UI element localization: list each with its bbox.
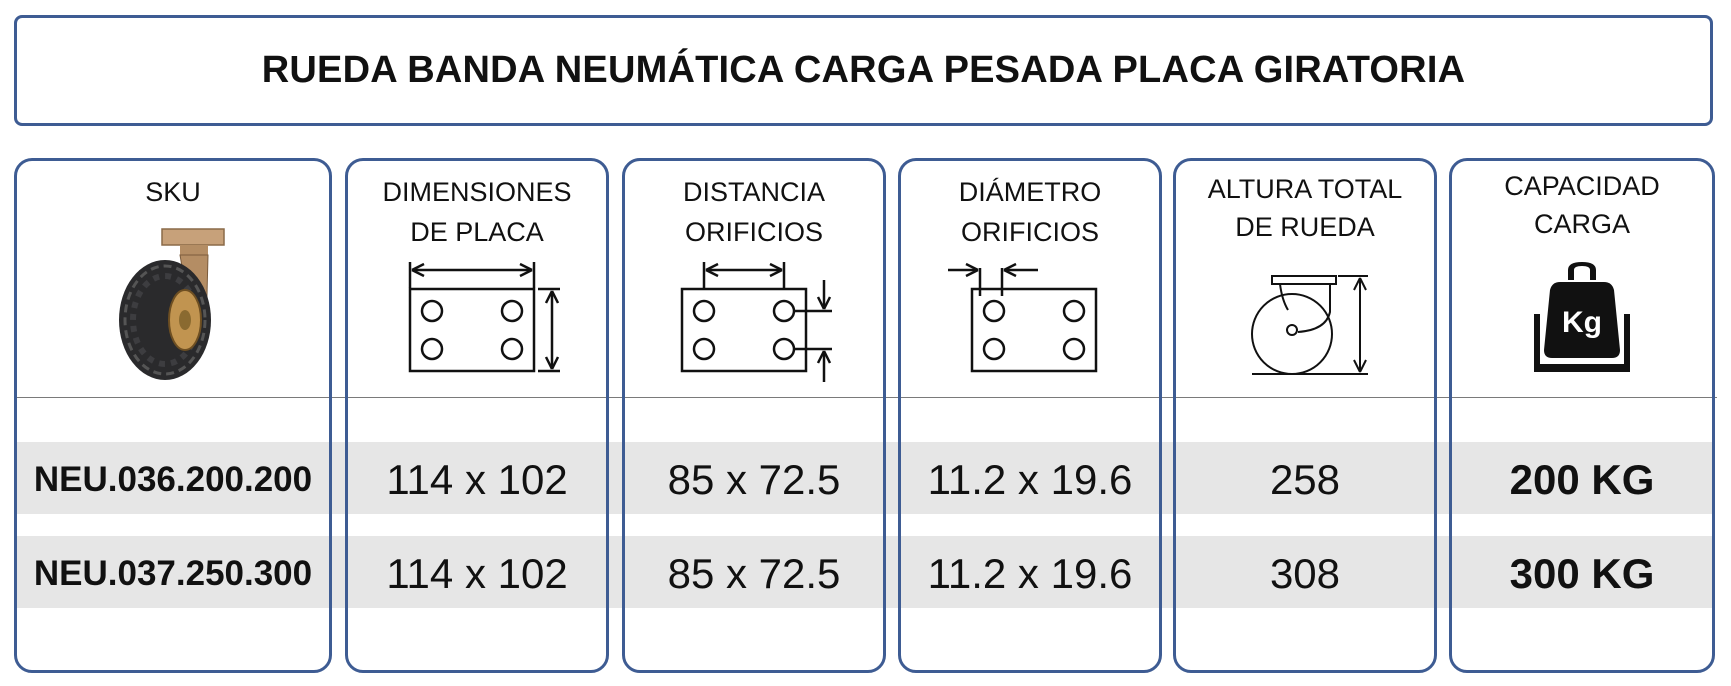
plate-dimensions-icon	[398, 258, 573, 378]
row-2-sku: NEU.037.250.300	[33, 554, 313, 593]
header-altura	[1173, 170, 1437, 246]
row-1-sku: NEU.036.200.200	[33, 460, 313, 499]
row-2-altura: 308	[1269, 550, 1341, 597]
header-placa-line2: DE PLACA	[410, 217, 544, 247]
header-dist-line1: DISTANCIA	[682, 177, 825, 207]
row-1-diametro: 11.2 x 19.6	[927, 456, 1133, 503]
header-diametro	[898, 172, 1162, 252]
header-sku	[14, 172, 332, 212]
header-dist-line2: ORIFICIOS	[684, 217, 823, 247]
row-2-capacidad: 300 KG	[1509, 550, 1655, 597]
row-2-placa: 114 x 102	[386, 550, 568, 597]
header-alt-line2: DE RUEDA	[1235, 212, 1375, 242]
header-cap-line2: CARGA	[1533, 209, 1631, 239]
row-2-distancia: 85 x 72.5	[667, 550, 841, 597]
row-1-altura: 258	[1269, 456, 1341, 503]
header-alt-line1: ALTURA TOTAL	[1207, 174, 1403, 204]
row-1-distancia: 85 x 72.5	[667, 456, 841, 503]
caster-wheel-photo	[110, 225, 240, 385]
page-title: RUEDA BANDA NEUMÁTICA CARGA PESADA PLACA GIRATORIA	[14, 15, 1713, 126]
hole-diameter-icon	[946, 258, 1121, 378]
row-1-capacidad: 200 KG	[1509, 456, 1655, 503]
header-diam-line1: DIÁMETRO	[958, 177, 1102, 207]
weight-kg-label: Kg	[1562, 306, 1602, 339]
header-placa-line1: DIMENSIONES	[382, 177, 572, 207]
header-cap-line1: CAPACIDAD	[1504, 171, 1660, 201]
header-capacidad	[1449, 167, 1715, 243]
header-diam-line2: ORIFICIOS	[960, 217, 1099, 247]
hole-distance-icon	[672, 258, 847, 388]
header-placa	[345, 172, 609, 252]
row-2-diametro: 11.2 x 19.6	[927, 550, 1133, 597]
wheel-height-icon	[1248, 272, 1378, 382]
header-sku-label: SKU	[145, 177, 201, 207]
row-1-placa: 114 x 102	[386, 456, 568, 503]
weight-kg-icon	[1532, 260, 1632, 372]
header-distancia	[622, 172, 886, 252]
